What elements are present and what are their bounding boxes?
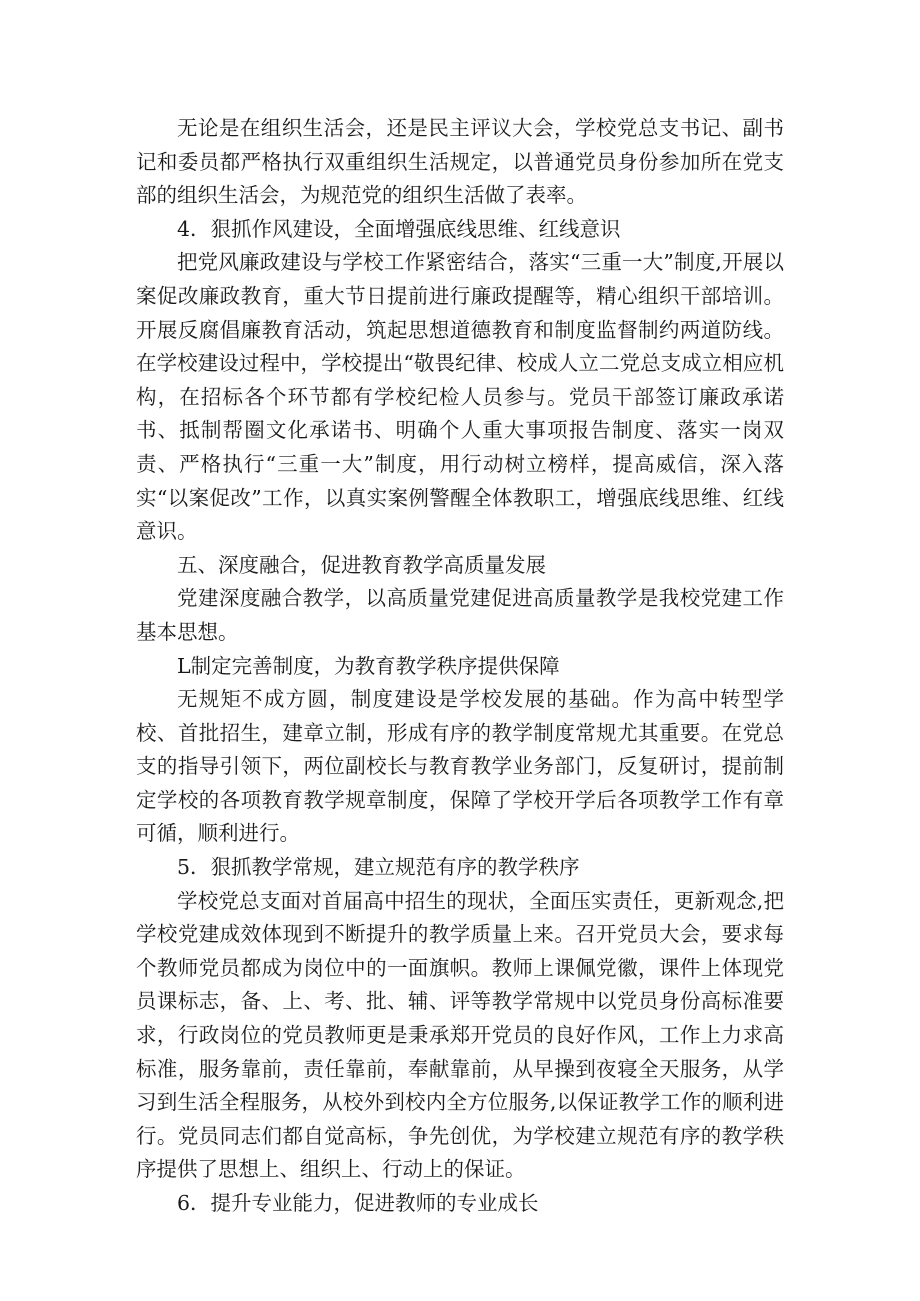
paragraph-integrity-building: 把党风廉政建设与学校工作紧密结合，落实“三重一大”制度,开展以案促改廉政教育，重大节日提前进行廉政提醒等，精心组织干部培训。开展反腐倡廉教育活动，筑起思想道德教育和制度监督制约两道防线。在学校建设过程中，学校提出“敬畏纪律、校成人立二党总支成立相应机构，在招标各个环节都有学校纪检人员参与。党员干部签订廉政承诺书、抵制帮圈文化承诺书、明确个人重大事项报告制度、落实一岗双责、严格执行“三重一大”制度，用行动树立榜样，提高威信，深入落实“以案促改”工作，以真实案例警醒全体教职工，增强底线思维、红线意识。 — [136, 250, 784, 544]
heading-improve-system: L制定完善制度，为教育教学秩序提供保障 — [177, 653, 560, 678]
heading-section-five: 五、深度融合，促进教育教学高质量发展 — [177, 552, 546, 577]
paragraph-rules-system: 无规矩不成方圆，制度建设是学校发展的基础。作为高中转型学校、首批招生，建章立制，形成有序的教学制度常规尤其重要。在党总支的指导引领下，两位副校长与教育教学业务部门，反复研讨，提前制定学校的各项教育教学规章制度，保障了学校开学后各项教学工作有章可循，顺利进行。 — [136, 687, 784, 846]
heading-work-style: 4．狠抓作风建设，全面增强底线思维、红线意识 — [177, 216, 621, 241]
heading-professional-ability: 6．提升专业能力，促进教师的专业成长 — [177, 1191, 539, 1215]
document-body — [136, 112, 784, 1221]
paragraph-integration-idea: 党建深度融合教学，以高质量党建促进高质量教学是我校党建工作基本思想。 — [136, 586, 784, 644]
paragraph-organization-life: 无论是在组织生活会，还是民主评议大会，学校党总支书记、副书记和委员都严格执行双重组织生活规定，以普通党员身份参加所在党支部的组织生活会，为规范党的组织生活做了表率。 — [136, 116, 784, 208]
heading-teaching-routine: 5．狠抓教学常规，建立规范有序的教学秩序 — [177, 855, 580, 880]
paragraph-teaching-order: 学校党总支面对首届高中招生的现状，全面压实责任，更新观念,把学校党建成效体现到不断提升的教学质量上来。召开党员大会，要求每个教师党员都成为岗位中的一面旗帜。教师上课佩党徽，课件上体现党员课标志，备、上、考、批、辅、评等教学常规中以党员身份高标准要求，行政岗位的党员教师更是秉承郑开党员的良好作风，工作上力求高标准，服务靠前，责任靠前，奉献靠前，从早操到夜寝全天服务，从学习到生活全程服务，从校外到校内全方位服务,以保证教学工作的顺利进行。党员同志们都自觉高标，争先创优，为学校建立规范有序的教学秩序提供了思想上、组织上、行动上的保证。 — [136, 888, 784, 1182]
